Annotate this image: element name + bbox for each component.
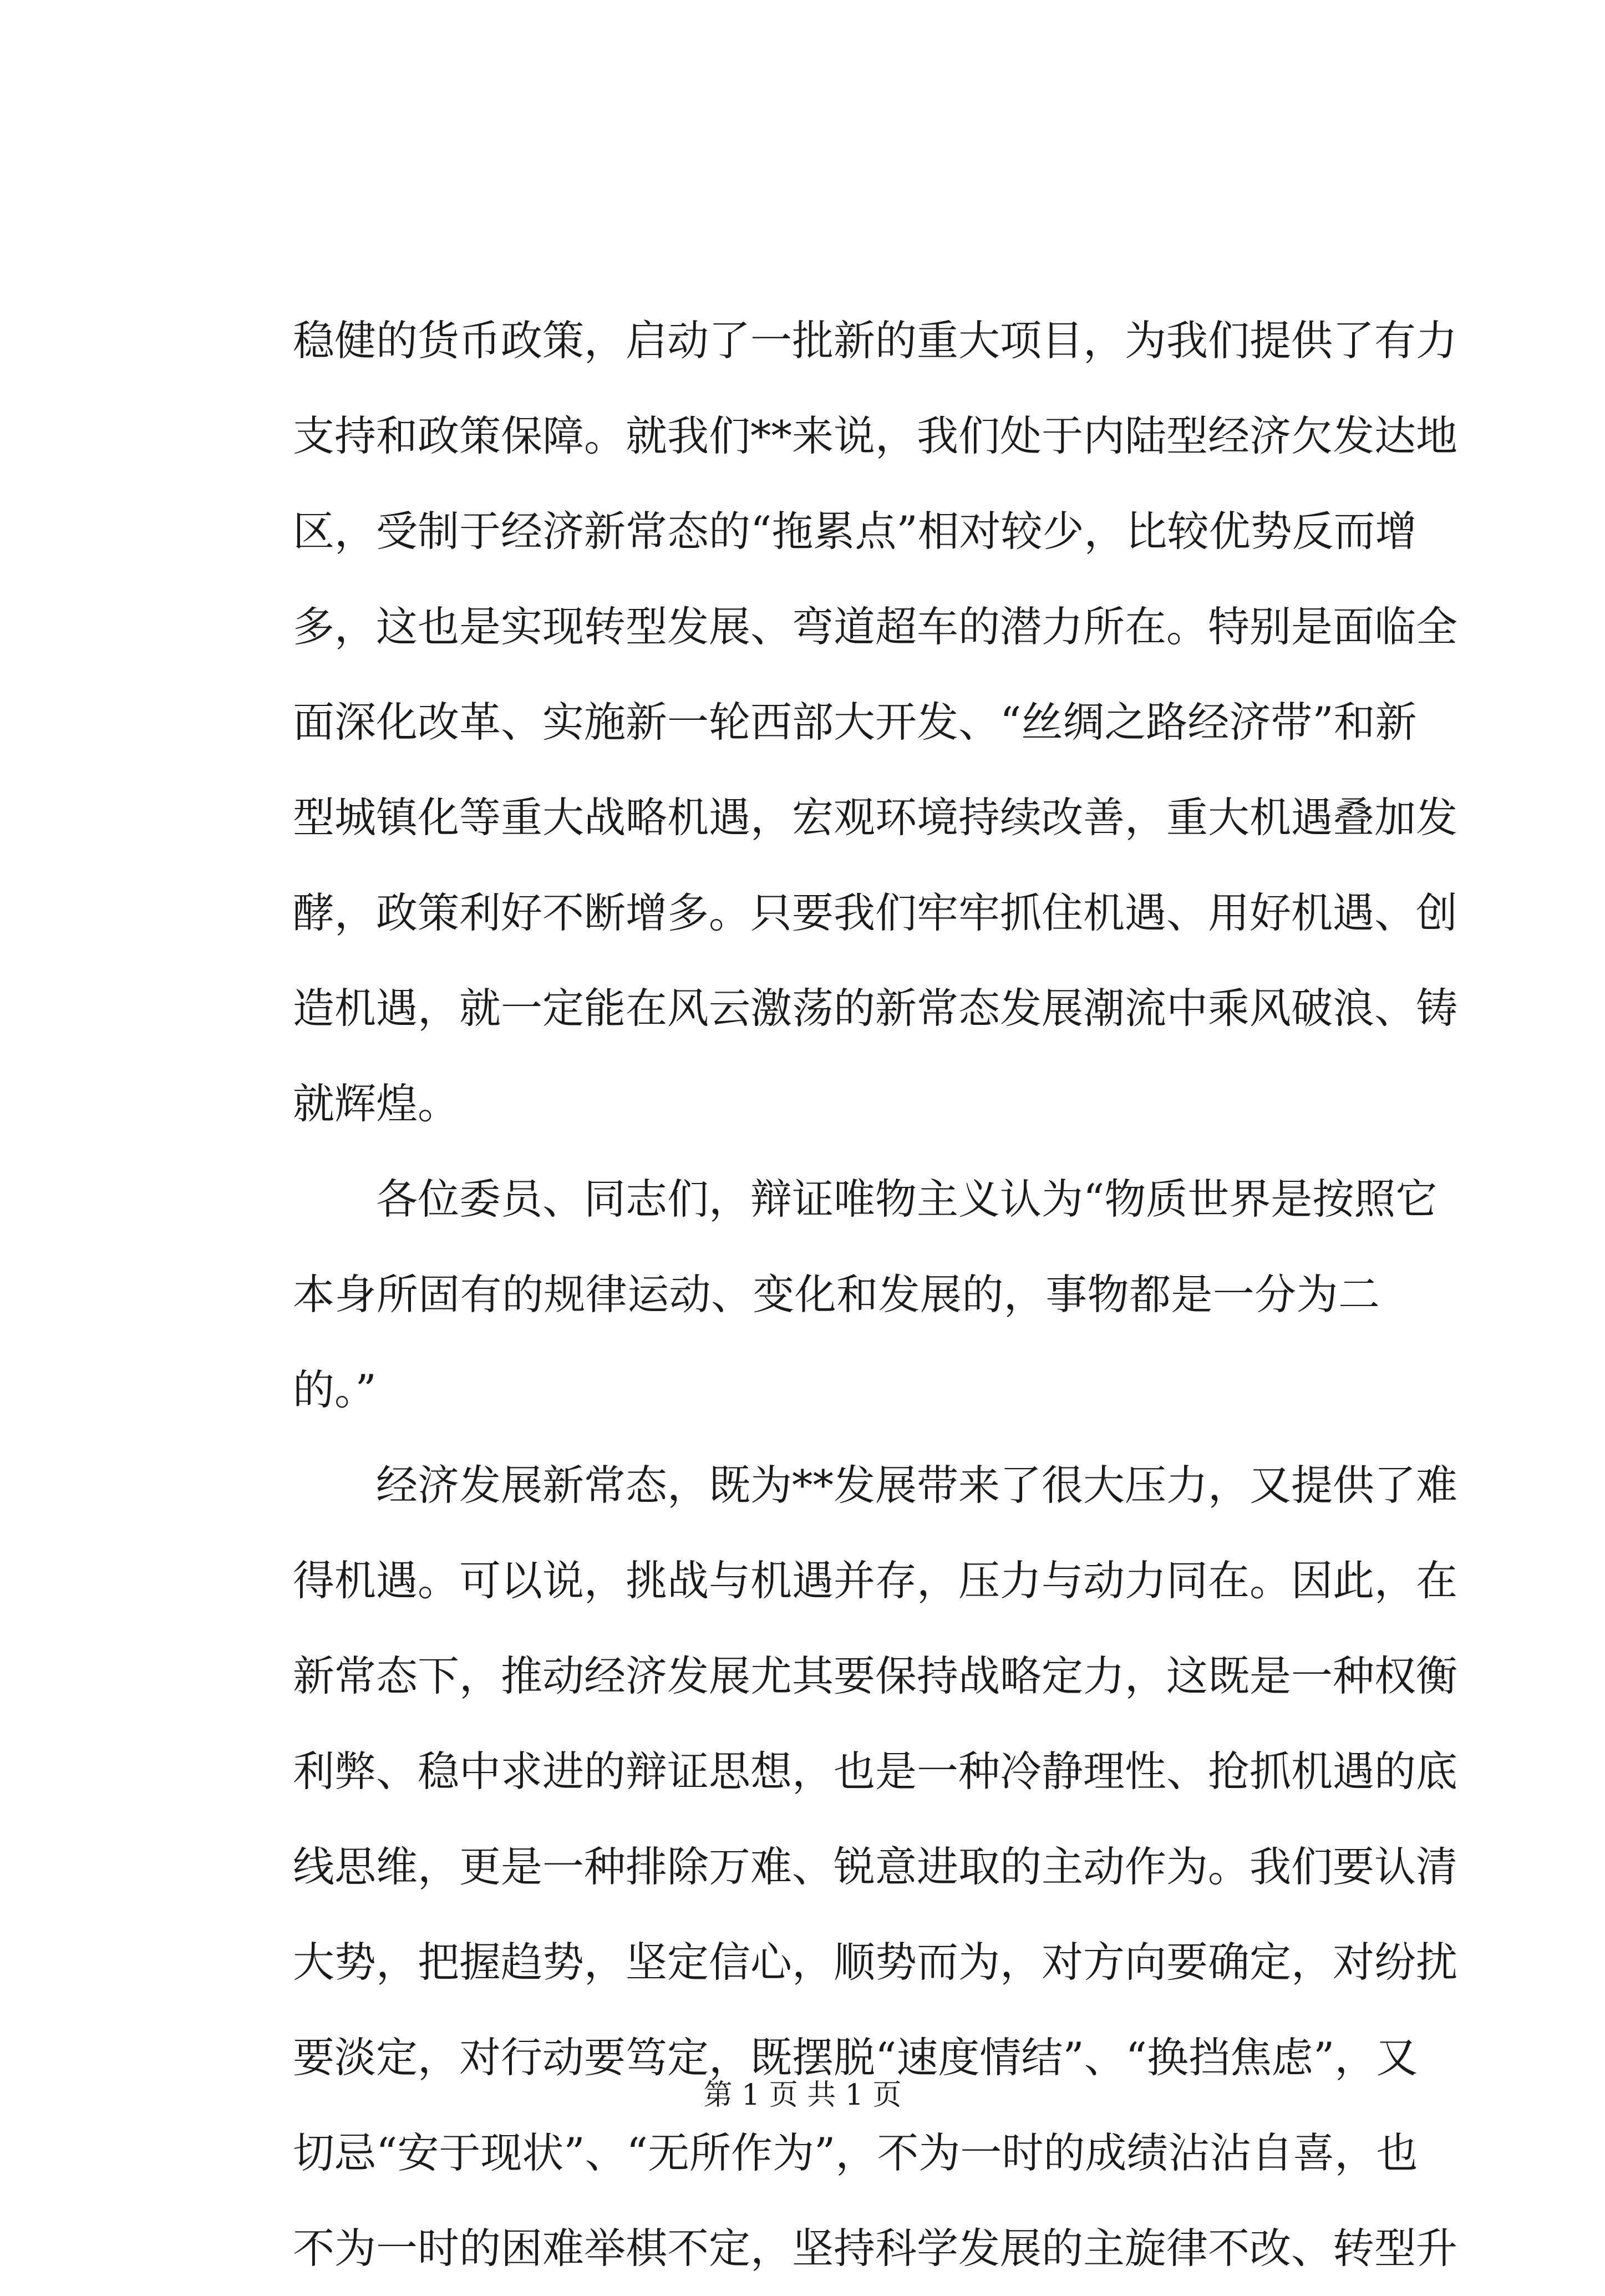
body-text <box>293 293 1458 2296</box>
text-line: 稳健的货币政策，启动了一批新的重大项目，为我们提供了有力 <box>293 316 1458 365</box>
page-footer <box>0 2073 1605 2117</box>
text-line: 支持和政策保障。就我们**来说，我们处于内陆型经济欠发达地 <box>293 412 1458 460</box>
text-line: 面深化改革、实施新一轮西部大开发、“丝绸之路经济带”和新 <box>293 698 1417 746</box>
text-line: 大势，把握趋势，坚定信心，顺势而为，对方向要确定，对纷扰 <box>293 1938 1458 1987</box>
text-line: 切忌“安于现状”、“无所作为”，不为一时的成绩沾沾自喜，也 <box>293 2129 1418 2177</box>
text-line: 经济发展新常态，既为**发展带来了很大压力，又提供了难 <box>376 1461 1458 1510</box>
text-line: 要淡定，对行动要笃定，既摆脱“速度情结”、“换挡焦虑”，又 <box>293 2033 1418 2082</box>
text-line: 利弊、稳中求进的辩证思想，也是一种冷静理性、抢抓机遇的底 <box>293 1747 1458 1796</box>
text-line: 区，受制于经济新常态的“拖累点”相对较少，比较优势反而增 <box>293 507 1417 556</box>
text-line: 多，这也是实现转型发展、弯道超车的潜力所在。特别是面临全 <box>293 602 1458 651</box>
text-line: 得机遇。可以说，挑战与机遇并存，压力与动力同在。因此，在 <box>293 1556 1458 1605</box>
text-line: 就辉煌。 <box>293 1079 460 1128</box>
text-line: 本身所固有的规律运动、变化和发展的，事物都是一分为二 <box>293 1270 1380 1319</box>
text-line: 各位委员、同志们，辩证唯物主义认为“物质世界是按照它 <box>376 1175 1438 1223</box>
text-line: 造机遇，就一定能在风云激荡的新常态发展潮流中乘风破浪、铸 <box>293 984 1458 1033</box>
text-line: 型城镇化等重大战略机遇，宏观环境持续改善，重大机遇叠加发 <box>293 793 1458 842</box>
text-line: 线思维，更是一种排除万难、锐意进取的主动作为。我们要认清 <box>293 1842 1458 1891</box>
text-line: 酵，政策利好不断增多。只要我们牢牢抓住机遇、用好机遇、创 <box>293 888 1458 937</box>
text-line: 的。” <box>293 1365 377 1414</box>
text-line: 不为一时的困难举棋不定，坚持科学发展的主旋律不改、转型升 <box>293 2224 1458 2273</box>
page-number-label: 第 1 页 共 1 页 <box>703 2079 902 2112</box>
text-line: 新常态下，推动经济发展尤其要保持战略定力，这既是一种权衡 <box>293 1652 1458 1700</box>
